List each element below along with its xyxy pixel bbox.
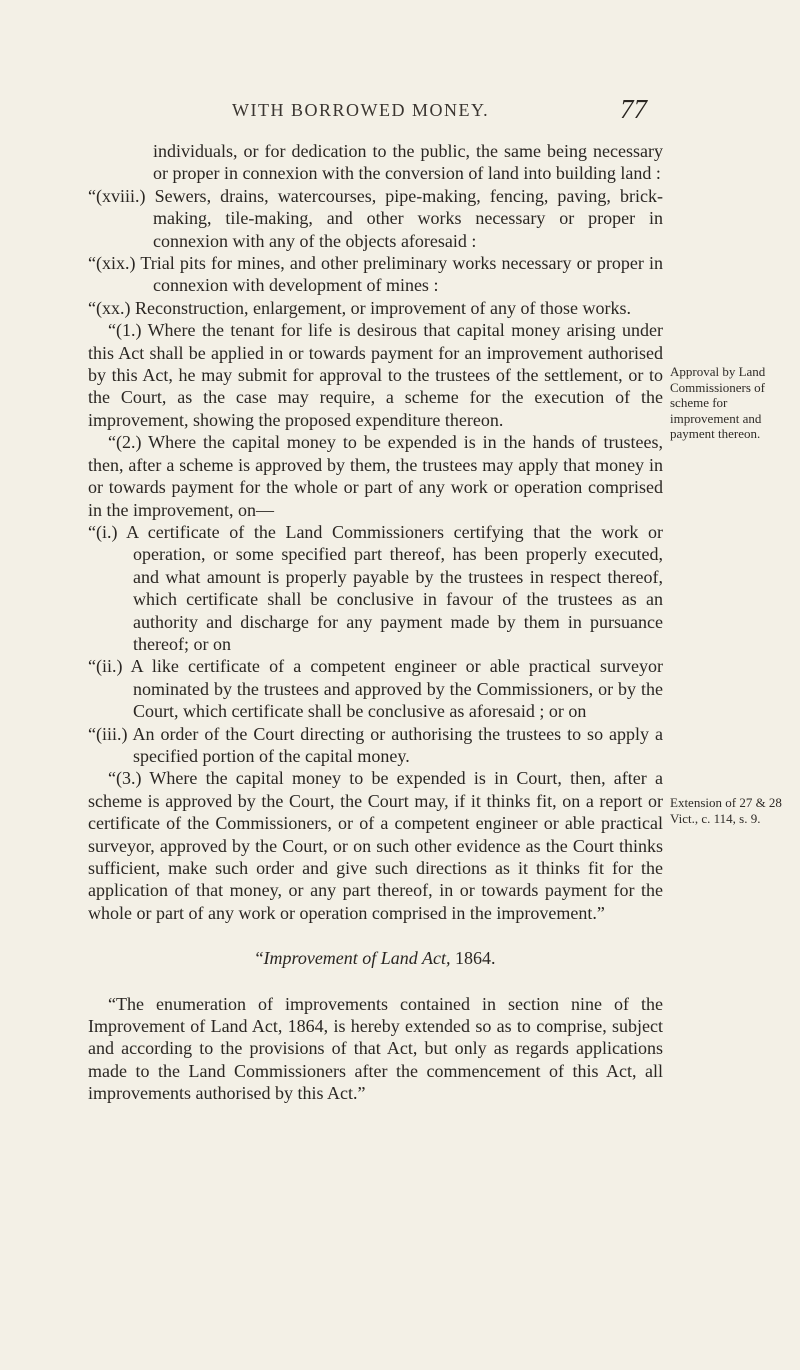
item-number: “(xix.): [88, 253, 136, 274]
act-heading-title: Improvement of Land Act,: [263, 948, 451, 969]
sub-item-text: A certificate of the Land Commissioners certifying that the work or operation, or some specified part thereof, has been properly executed, and what amount is properly payable by the trustees in respect thereof, which certificate shall be conclusive in favour of the trustees as an authority and discharge for any payment made by them in pursuance thereof; or on: [126, 521, 664, 654]
paragraph-4: “The enumeration of improvements contained in section nine of the Improvement of Land Act, 1864, is hereby extended so as to comprise, subject and according to the provisions of that Act, but only as regards applications made to the Land Commissioners after the commencement of this Act, all improvements authorised by this Act.”: [88, 993, 663, 1104]
paragraph-1: “(1.) Where the tenant for life is desirous that capital money arising under this Act shall be applied in or towards payment for an improvement authorised by this Act, he may submit for approval to the trustees of the settlement, or to the Court, as the case may require, a scheme for the execution of the improvement, showing the proposed expenditure thereon.: [88, 320, 663, 430]
act-heading-quote: “: [255, 948, 264, 969]
item-text: Reconstruction, enlargement, or improvement of any of those works.: [134, 297, 632, 318]
margin-note-approval: Approval by Land Commissioners of scheme for improvement and payment thereon.: [670, 364, 766, 441]
item-number: “(xx.): [88, 297, 131, 318]
running-title: WITH BORROWED MONEY.: [232, 100, 490, 120]
sub-item-text: A like certificate of a competent engineer or able practical surveyor nominated by the trustees and approved by the Commissioners, or by the Court, which certificate shall be conclusive as aforesaid ; or on: [130, 656, 663, 722]
sub-item-text: An order of the Court directing or authorising the trustees to so apply a specified portion of the capital money.: [132, 723, 663, 766]
sub-item-number: “(i.): [88, 521, 118, 542]
item-text: Sewers, drains, watercourses, pipe-making, fencing, paving, brick-making, tile-making, and other works necessary or proper in connexion with any of the objects aforesaid :: [153, 185, 663, 251]
item-text: Trial pits for mines, and other preliminary works necessary or proper in connexion with development of mines :: [140, 253, 663, 296]
list-item-xx: [88, 297, 663, 319]
paragraph-2: “(2.) Where the capital money to be expended is in the hands of trustees, then, after a scheme is approved by them, the trustees may apply that money in or towards payment for the whole or part of any work or operation comprised in the improvement, on—: [88, 432, 663, 520]
sub-item-ii: [88, 655, 663, 722]
list-item-xix: [88, 252, 663, 297]
list-item-xviii: [88, 185, 663, 252]
running-head: [0, 94, 800, 126]
page-number: 77: [620, 94, 647, 124]
paragraph-3: “(3.) Where the capital money to be expended is in Court, then, after a scheme is approved by the Court, the Court may, if it thinks fit, on a report or certificate of the Commissioners, or of a competent engineer or able practical surveyor, approved by the Court, or on such other evidence as the Court thinks sufficient, make such order and give such directions as it thinks fit for the application of that money, or any part thereof, in or towards payment for the whole or part of any work or operation comprised in the improvement.”: [88, 768, 663, 923]
item-number: “(xviii.): [88, 185, 146, 206]
act-heading: [88, 947, 663, 969]
sub-item-i: [88, 521, 663, 655]
continuation-paragraph: individuals, or for dedication to the public, the same being necessary or proper in connexion with the conversion of land into building land :: [153, 141, 663, 184]
margin-note-extension: Extension of 27 & 28 Vict., c. 114, s. 9.: [670, 795, 782, 826]
sub-item-number: “(ii.): [88, 656, 123, 677]
sub-item-iii: [88, 723, 663, 768]
sub-item-number: “(iii.): [88, 723, 128, 744]
body-text: [88, 140, 663, 1105]
act-heading-year: 1864.: [450, 948, 496, 969]
